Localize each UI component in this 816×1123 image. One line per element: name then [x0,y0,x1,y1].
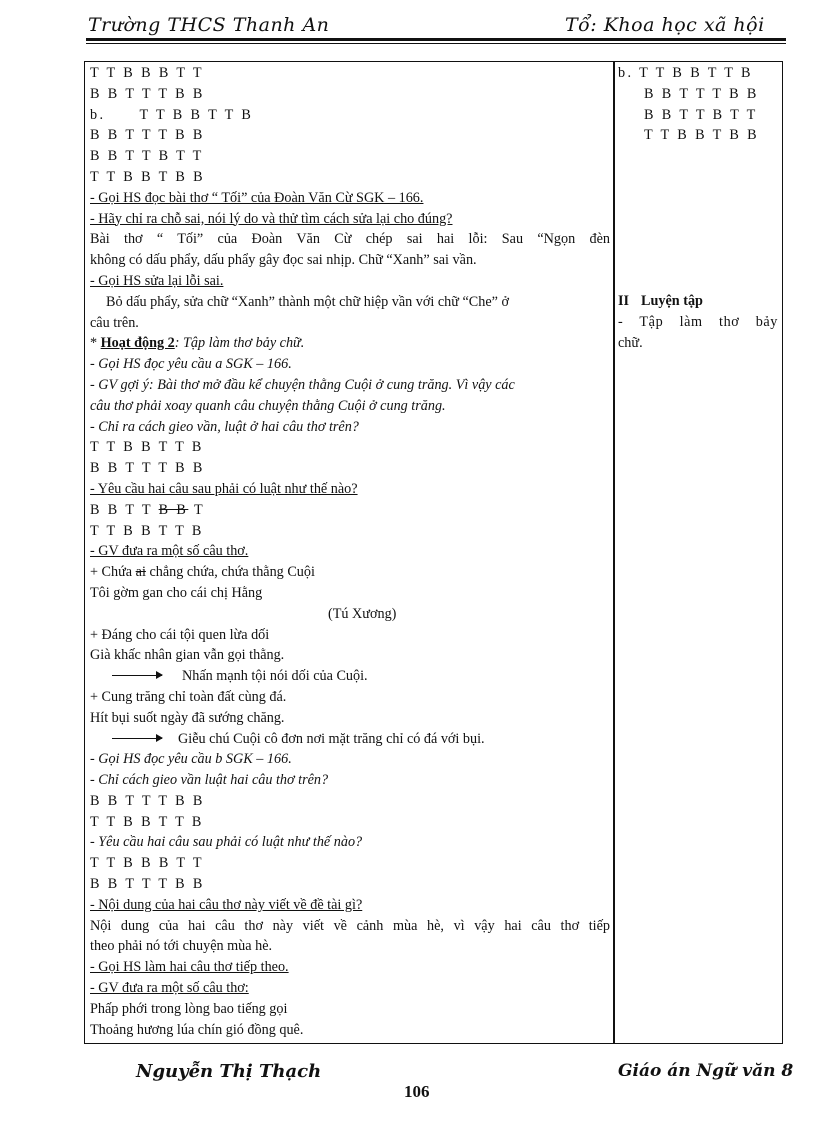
rhythm-line: B B T T T B B [90,85,205,102]
item-label: b. [90,106,106,123]
section-item: chữ. [618,334,643,351]
header-rule-thin [86,43,786,44]
poem-line [90,562,610,583]
teacher-instruction: - Gọi HS đọc yêu cầu b SGK – 166. [90,751,292,768]
rhythm-line: B B T T T B B [90,127,205,144]
poem-line: + Cung trăng chỉ toàn đất cùng đá. [90,688,287,705]
right-arrow-icon [112,738,162,739]
answer-text: Bài thơ “ Tối” của Đoàn Văn Cừ chép sai hai lỗi: Sau “Ngọn đèn [90,231,610,248]
teacher-instruction: - Gọi HS đọc yêu cầu a SGK – 166. [90,356,292,373]
rhythm-line: B B T T T B B [644,85,759,102]
activity-column [90,63,610,1040]
rhythm-line [90,105,610,126]
answer-text: theo phải nó tới chuyện mùa hè. [90,938,273,955]
header-rule-thick [86,38,786,41]
rhythm-line [618,63,778,84]
teacher-hint: - GV gợi ý: Bài thơ mở đầu kể chuyện thằng Cuội ở cung trăng. Vì vậy các [90,376,515,393]
rhythm-text: B B T T [90,501,159,518]
rhythm-line: B B T T T B B [90,460,205,477]
poem-line: Thoảng hương lúa chín gió đồng quê. [90,1021,304,1038]
rhythm-line: B B T T T B B [90,792,205,809]
struck-text: B B [158,501,189,518]
rhythm-line: B B T T T B B [90,876,205,893]
footer-author: Nguyễn Thị Thạch [136,1061,322,1082]
rhythm-line: B B T T B T T [644,106,758,123]
section-item: - Tập làm thơ bảy [618,313,778,330]
rhythm-line: T T B B T T B [90,522,204,539]
rhythm-line: T T B B B T T [90,855,204,872]
rhythm-line: T T B B T T B [90,813,204,830]
heading-title: Hoạt động 2 [100,335,175,352]
rhythm-line: T T B B B T T [90,65,204,81]
teacher-hint: câu thơ phải xoay quanh câu chuyện thằng Cuội ở cung trăng. [90,397,446,414]
teacher-question: - Hãy chỉ ra chỗ sai, nói lý do và thử tìm cách sửa lại cho đúng? [90,210,453,227]
lesson-table [84,61,783,1044]
answer-text: Nội dung của hai câu thơ này viết về cảnh mùa hè, vì vậy hai câu thơ tiếp [90,917,610,934]
content-column [618,63,778,354]
answer-text: không có dấu phẩy, dấu phẩy gây đọc sai nhịp. Chữ “Xanh” sai vần. [90,252,477,269]
comment-line [90,666,610,687]
section-number: II [618,293,630,310]
rhythm-line: T T B B T T B [90,439,204,456]
header-department: Tổ: Khoa học xã hội [565,14,765,36]
right-arrow-icon [112,675,162,676]
section-heading [618,291,778,312]
poem-line: Già khấc nhân gian vẫn gọi thằng. [90,647,285,664]
section-title: Luyện tập [641,293,703,310]
struck-text: ai [135,564,146,581]
column-divider [613,62,615,1043]
poem-attribution: (Tú Xương) [328,605,397,622]
teacher-question: - Yêu cầu hai câu sau phải có luật như thế nào? [90,834,363,851]
rhythm-text: T T B B T T B [639,65,753,81]
comment-text: Giễu chú Cuội cô đơn nơi mặt trăng chỉ có đá với bụi. [178,730,485,747]
rhythm-line [90,500,610,521]
poem-line: Tôi gờm gan cho cái chị Hằng [90,584,263,601]
header-school: Trường THCS Thanh An [88,14,330,36]
poem-line: + Đáng cho cái tội quen lừa dối [90,626,270,643]
teacher-question: - Chỉ cách gieo vần luật hai câu thơ trên? [90,772,329,789]
poem-text: chẳng chứa, chứa thằng Cuội [145,564,315,581]
teacher-instruction: - GV đưa ra một số câu thơ. [90,543,249,560]
answer-text: Bỏ dấu phẩy, sửa chữ “Xanh” thành một chữ hiệp vần với chữ “Che” ở [106,293,509,310]
rhythm-line: T T B B T B B [644,127,760,144]
item-label: b. [618,65,634,81]
heading-star: * [90,335,101,352]
footer-doc-title: Giáo án Ngữ văn 8 [618,1061,794,1081]
teacher-instruction: - Gọi HS đọc bài thơ “ Tối” của Đoàn Văn Cừ SGK – 166. [90,189,424,206]
teacher-question: - Yêu cầu hai câu sau phải có luật như thế nào? [90,480,358,497]
rhythm-line: B B T T B T T [90,148,204,165]
poem-text: + Chứa [90,564,136,581]
teacher-instruction: - Gọi HS làm hai câu thơ tiếp theo. [90,959,289,976]
rhythm-line: T T B B T B B [90,168,206,185]
spacer [618,146,778,291]
rhythm-text: T [188,501,206,518]
heading-subtitle: : Tập làm thơ bảy chữ. [174,335,305,352]
poem-line: Phấp phới trong lòng bao tiếng gọi [90,1000,288,1017]
activity-heading [90,333,610,354]
teacher-question: - Nội dung của hai câu thơ này viết về đề tài gì? [90,896,363,913]
comment-text: Nhấn mạnh tội nói dối của Cuội. [182,668,368,685]
answer-text: câu trên. [90,314,139,331]
poem-line: Hít bụi suốt ngày đã sướng chăng. [90,709,285,726]
comment-line [90,729,610,750]
rhythm-text: T T B B T T B [139,106,254,123]
page-number: 106 [404,1082,430,1101]
teacher-question: - Chỉ ra cách gieo vần, luật ở hai câu thơ trên? [90,418,359,435]
teacher-instruction: - GV đưa ra một số câu thơ: [90,980,249,997]
teacher-instruction: - Gọi HS sửa lại lỗi sai. [90,272,224,289]
